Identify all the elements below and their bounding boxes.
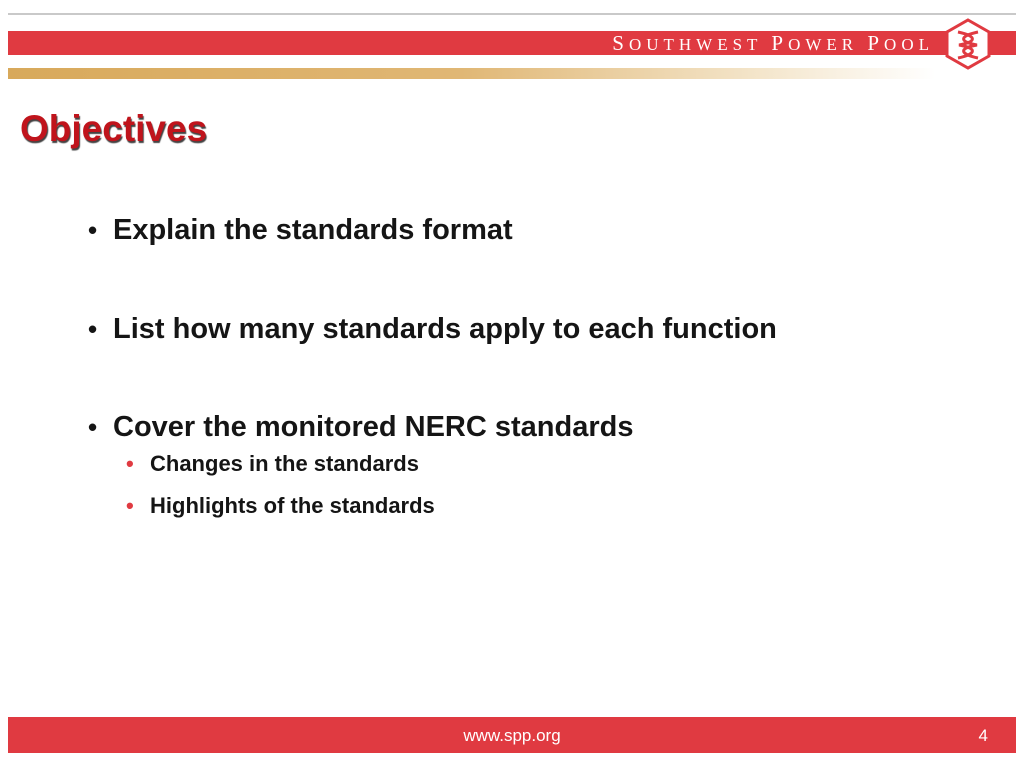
bullet-dot-icon: • [88,215,98,245]
bullet-list [88,210,968,533]
sub-bullet-dot-icon: • [126,451,134,476]
slide-title: Objectives [20,108,208,149]
top-divider [8,13,1016,15]
bullet-item: • Cover the monitored NERC standards [88,407,968,447]
brand-name: SOUTHWEST POWER POOL [612,31,934,55]
bullet-item: • List how many standards apply to each function [88,309,968,349]
bullet-dot-icon: • [88,412,98,442]
sub-bullet-item: • Changes in the standards [126,449,968,479]
sub-bullet-list [126,449,968,521]
footer-bar [8,717,1016,753]
footer-url-link[interactable]: www.spp.org [463,726,561,745]
gold-gradient-band [8,68,1016,79]
header-bar [8,31,1016,55]
bullet-item: • Explain the standards format [88,210,968,250]
sub-bullet-item: • Highlights of the standards [126,491,968,521]
spp-logo-icon [943,18,993,70]
page-number: 4 [978,726,988,745]
bullet-dot-icon: • [88,314,98,344]
sub-bullet-dot-icon: • [126,493,134,518]
